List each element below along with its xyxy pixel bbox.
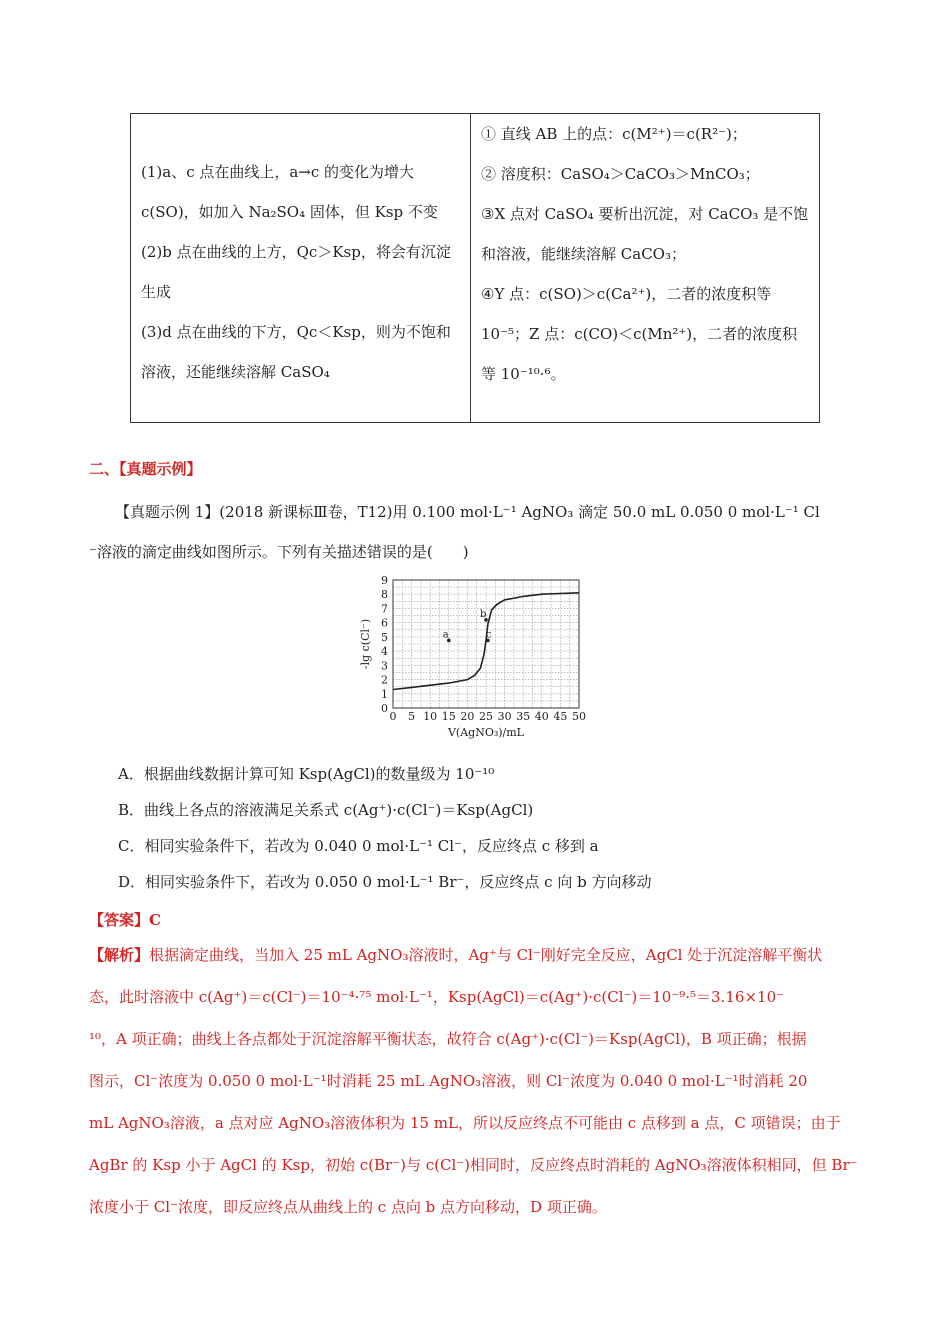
analysis-line: ¹⁰，A 项正确；曲线上各点都处于沉淀溶解平衡状态，故符合 c(Ag⁺)·c(Cl⁻)＝Ksp(AgCl)，B 项正确；根据 <box>89 1030 807 1048</box>
option-d: D．相同实验条件下，若改为 0.050 0 mol·L⁻¹ Br⁻，反应终点 c 向 b 方向移动 <box>118 873 652 891</box>
analysis-label: 【解析】 <box>89 946 150 964</box>
table-left-line: (3)d 点在曲线的下方，Qc＜Ksp，则为不饱和 <box>141 323 451 341</box>
analysis <box>89 934 864 1228</box>
analysis-line: 浓度小于 Cl⁻浓度，即反应终点从曲线上的 c 点向 b 点方向移动，D 项正确。 <box>89 1198 607 1216</box>
x-axis-label: V(AgNO₃)/mL <box>447 726 525 739</box>
section-heading: 二、【真题示例】 <box>89 460 202 478</box>
analysis-line: mL AgNO₃溶液，a 点对应 AgNO₃溶液体积为 15 mL，所以反应终点不可能由 c 点移到 a 点，C 项错误；由于 <box>89 1114 841 1132</box>
table-right-line: 10⁻⁵；Z 点：c(CO)＜c(Mn²⁺)，二者的浓度积 <box>481 325 798 343</box>
analysis-line <box>89 934 864 976</box>
x-tick-label: 5 <box>408 710 416 723</box>
analysis-line: AgBr 的 Ksp 小于 AgCl 的 Ksp，初始 c(Br⁻)与 c(Cl⁻)相同时，反应终点时消耗的 AgNO₃溶液体积相同，但 Br⁻ <box>89 1156 858 1174</box>
analysis-line: 图示，Cl⁻浓度为 0.050 0 mol·L⁻¹时消耗 25 mL AgNO₃溶液，则 Cl⁻浓度为 0.040 0 mol·L⁻¹时消耗 20 <box>89 1072 808 1090</box>
table-left-line: 生成 <box>141 283 172 301</box>
y-tick-label: 5 <box>381 630 388 644</box>
x-tick-label: 40 <box>534 710 549 723</box>
x-tick-label: 20 <box>460 710 475 723</box>
x-tick-label: 50 <box>572 710 586 723</box>
annotation-label: c <box>485 629 492 641</box>
analysis-line: 态，此时溶液中 c(Ag⁺)＝c(Cl⁻)＝10⁻⁴·⁷⁵ mol·L⁻¹，Ksp(AgCl)＝c(Ag⁺)·c(Cl⁻)＝10⁻⁹·⁵＝3.16×10⁻ <box>89 988 785 1006</box>
x-tick-label: 0 <box>389 710 397 723</box>
y-tick-label: 2 <box>381 673 388 687</box>
x-tick-label: 30 <box>497 710 512 723</box>
option-b: B．曲线上各点的溶液满足关系式 c(Ag⁺)·c(Cl⁻)＝Ksp(AgCl) <box>118 801 534 819</box>
question-line-1: 【真题示例 1】(2018 新课标Ⅲ卷，T12)用 0.100 mol·L⁻¹ AgNO₃ 滴定 50.0 mL 0.050 0 mol·L⁻¹ Cl <box>115 503 820 521</box>
y-tick-label: 1 <box>381 687 388 701</box>
y-tick-label: 3 <box>381 659 388 673</box>
analysis-text: 根据滴定曲线，当加入 25 mL AgNO₃溶液时，Ag⁺与 Cl⁻刚好完全反应，AgCl 处于沉淀溶解平衡状 <box>149 946 823 964</box>
table-left-line: (1)a、c 点在曲线上，a→c 的变化为增大 <box>141 163 415 181</box>
titration-chart <box>359 572 589 748</box>
x-tick-label: 10 <box>423 710 438 723</box>
table-right-line: 等 10⁻¹⁰·⁶。 <box>481 365 566 383</box>
y-tick-label: 0 <box>381 702 388 715</box>
x-tick-label: 15 <box>441 710 456 723</box>
table-left-line: 溶液，还能继续溶解 CaSO₄ <box>141 363 330 381</box>
x-tick-label: 25 <box>479 710 493 723</box>
y-tick-label: 6 <box>381 616 388 630</box>
comparison-table <box>130 113 820 423</box>
answer: 【答案】C <box>89 911 161 929</box>
y-tick-label: 9 <box>381 574 388 587</box>
y-tick-label: 8 <box>381 588 388 602</box>
annotation-label: a <box>442 629 449 641</box>
table-right-line: ③X 点对 CaSO₄ 要析出沉淀，对 CaCO₃ 是不饱 <box>481 205 809 223</box>
table-left-line: c(SO)，如加入 Na₂SO₄ 固体，但 Ksp 不变 <box>141 203 438 221</box>
annotation-label: b <box>480 608 487 620</box>
table-left-cell <box>131 114 471 422</box>
table-right-line: ④Y 点：c(SO)＞c(Ca²⁺)，二者的浓度积等 <box>481 285 772 303</box>
question-intro <box>89 492 864 572</box>
table-right-cell <box>471 114 819 422</box>
y-tick-label: 4 <box>381 645 388 659</box>
y-tick-label: 7 <box>381 602 388 616</box>
table-right-line: 和溶液，能继续溶解 CaCO₃； <box>481 245 686 263</box>
option-c: C．相同实验条件下，若改为 0.040 0 mol·L⁻¹ Cl⁻，反应终点 c 移到 a <box>118 837 599 855</box>
table-right-line: ② 溶度积：CaSO₄＞CaCO₃＞MnCO₃； <box>481 165 760 183</box>
option-a: A．根据曲线数据计算可知 Ksp(AgCl)的数量级为 10⁻¹⁰ <box>118 765 495 783</box>
y-axis-label: -lg c(Cl⁻) <box>359 618 372 670</box>
x-tick-label: 45 <box>553 710 568 723</box>
x-tick-label: 35 <box>516 710 531 723</box>
chart-svg <box>359 572 589 748</box>
question-line-2: ⁻溶液的滴定曲线如图所示。下列有关描述错误的是( ) <box>89 543 469 561</box>
table-right-line: ① 直线 AB 上的点：c(M²⁺)＝c(R²⁻)； <box>481 125 747 143</box>
table-left-line: (2)b 点在曲线的上方，Qc＞Ksp，将会有沉淀 <box>141 243 451 261</box>
